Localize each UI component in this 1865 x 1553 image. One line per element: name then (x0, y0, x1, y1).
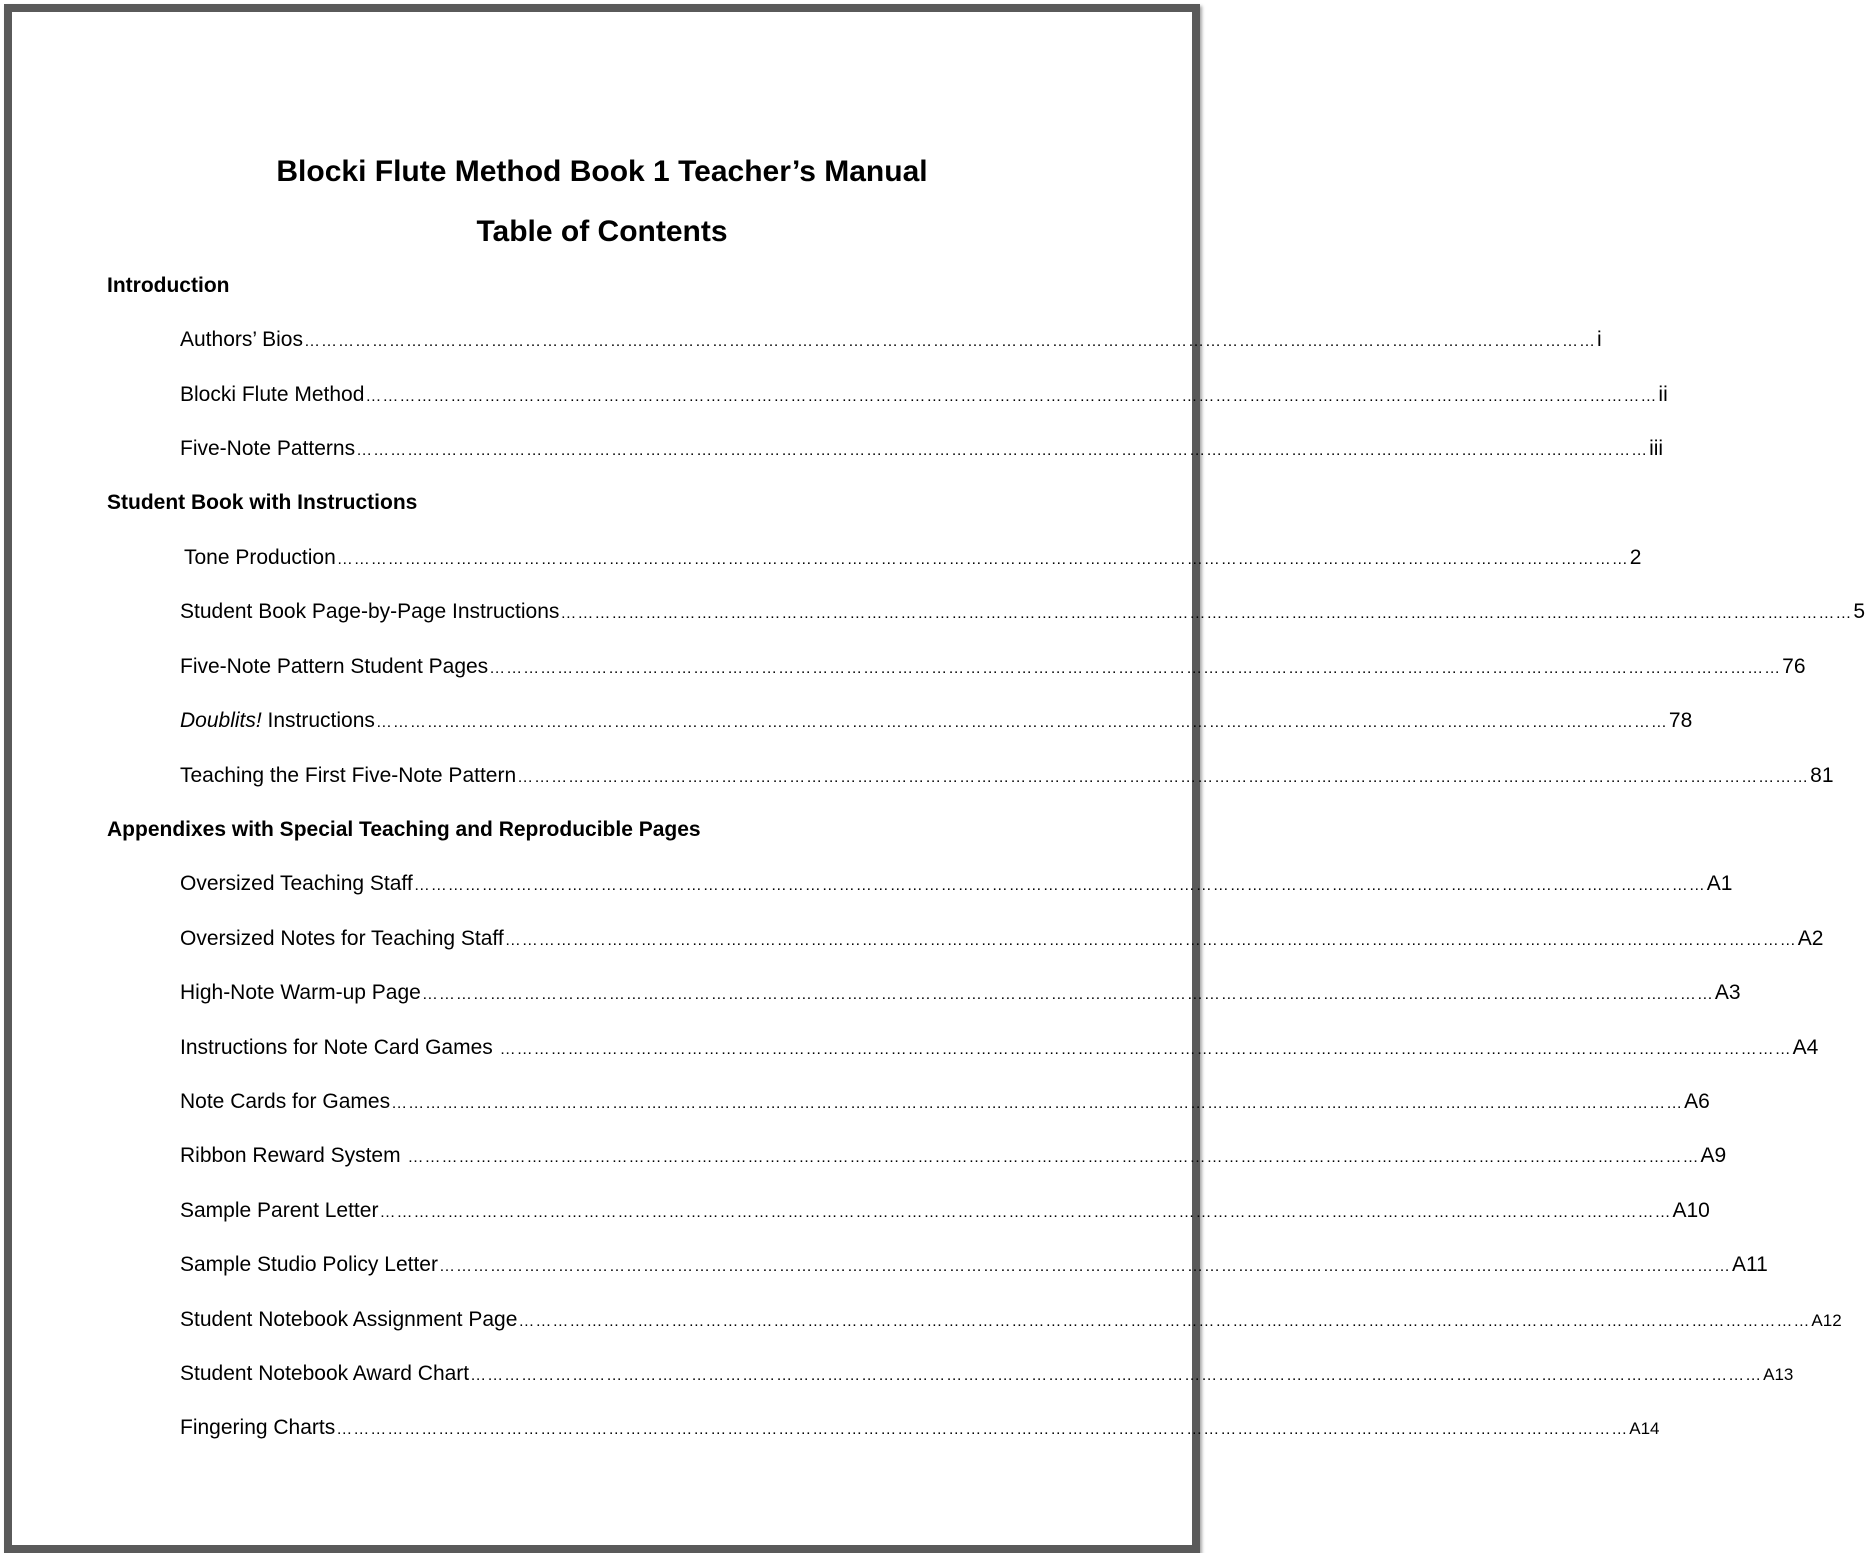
dot-leader: ………………………………………………………………………………………………………………………………………………………………………………………………………… (517, 769, 1810, 786)
toc-entry-oversized-teaching-staff[interactable] (180, 872, 1733, 896)
dot-leader: ………………………………………………………………………………………………………………………………………………………………………………………………………… (413, 877, 1706, 894)
dot-leader: ………………………………………………………………………………………………………………………………………………………………………………………………………… (303, 333, 1596, 350)
toc-page-number: A12 (1811, 1311, 1842, 1330)
dot-leader: ………………………………………………………………………………………………………………………………………………………………………………………………………… (499, 1041, 1792, 1058)
document-page (4, 4, 1865, 1553)
toc-entry-label: Tone Production (184, 546, 336, 569)
toc-entry-ribbon-reward-system[interactable] (180, 1144, 1727, 1168)
toc-entry-label: Student Notebook Assignment Page (180, 1308, 518, 1331)
dot-leader: ………………………………………………………………………………………………………………………………………………………………………………………………………… (391, 1095, 1684, 1112)
toc-entry-note-card-game-instructions[interactable] (180, 1036, 1819, 1060)
toc-page-number: A1 (1706, 872, 1733, 895)
toc-page-number: A4 (1792, 1036, 1819, 1059)
toc-page-number: 76 (1782, 655, 1806, 678)
toc-entry-label: Teaching the First Five-Note Pattern (180, 764, 517, 787)
dot-leader: ………………………………………………………………………………………………………………………………………………………………………………………………………… (489, 660, 1782, 677)
toc-entry-high-note-warm-up[interactable] (180, 981, 1741, 1005)
toc-page-number: A11 (1731, 1253, 1768, 1276)
toc-entry-label: Oversized Teaching Staff (180, 872, 413, 895)
dot-leader: ………………………………………………………………………………………………………………………………………………………………………………………………………… (356, 442, 1649, 459)
toc-page-number: A9 (1700, 1144, 1727, 1167)
toc-entry-sample-parent-letter[interactable] (180, 1199, 1710, 1223)
toc-entry-label-rest: Instructions (261, 709, 375, 732)
toc-entry-student-notebook-award-chart[interactable] (180, 1362, 1794, 1386)
section-heading-appendixes: Appendixes with Special Teaching and Reproducible Pages (107, 818, 701, 841)
toc-page-number: A6 (1684, 1090, 1710, 1113)
toc-entry-label: Five-Note Patterns (180, 437, 356, 460)
toc-entry-label (180, 709, 375, 733)
dot-leader: ………………………………………………………………………………………………………………………………………………………………………………………………………… (560, 605, 1853, 622)
toc-entry-teaching-first-five-note-pattern[interactable] (180, 764, 1834, 788)
toc-entry-label: Blocki Flute Method (180, 383, 365, 406)
toc-page-number: 78 (1668, 709, 1693, 732)
dot-leader: ………………………………………………………………………………………………………………………………………………………………………………………………………… (504, 932, 1797, 949)
dot-leader: ………………………………………………………………………………………………………………………………………………………………………………………………………… (375, 714, 1668, 731)
toc-entry-oversized-notes[interactable] (180, 927, 1824, 951)
toc-entry-label: Student Book Page-by-Page Instructions (180, 600, 560, 623)
toc-entry-label: Oversized Notes for Teaching Staff (180, 927, 504, 950)
toc-page-number: A2 (1797, 927, 1824, 950)
toc-entry-doublits-instructions[interactable] (180, 709, 1693, 733)
toc-entry-five-note-patterns[interactable] (180, 437, 1664, 461)
toc-entry-note-cards-for-games[interactable] (180, 1090, 1710, 1114)
dot-leader: ………………………………………………………………………………………………………………………………………………………………………………………………………… (365, 388, 1658, 405)
toc-page-number: A3 (1714, 981, 1741, 1004)
dot-leader: ………………………………………………………………………………………………………………………………………………………………………………………………………… (470, 1367, 1763, 1384)
toc-page-number: 2 (1629, 546, 1642, 569)
toc-entry-label: Note Cards for Games (180, 1090, 391, 1113)
toc-entry-label-italic: Doublits! (180, 709, 262, 732)
toc-entry-student-notebook-assignment-page[interactable] (180, 1308, 1842, 1332)
toc-page-number: A13 (1763, 1365, 1794, 1384)
toc-entry-label: High-Note Warm-up Page (180, 981, 421, 1004)
toc-page-number: iii (1649, 437, 1664, 460)
toc-entry-label: Sample Parent Letter (180, 1199, 379, 1222)
toc-entry-label: Authors’ Bios (180, 328, 303, 351)
document-title: Blocki Flute Method Book 1 Teacher’s Manual (276, 155, 928, 188)
dot-leader: ………………………………………………………………………………………………………………………………………………………………………………………………………… (379, 1204, 1672, 1221)
dot-leader: ………………………………………………………………………………………………………………………………………………………………………………………………………… (336, 1421, 1629, 1438)
toc-entry-label: Five-Note Pattern Student Pages (180, 655, 489, 678)
toc-entry-five-note-pattern-student-pages[interactable] (180, 655, 1806, 679)
toc-entry-label: Instructions for Note Card Games (180, 1036, 499, 1059)
toc-entry-fingering-charts[interactable] (180, 1416, 1660, 1440)
document-subtitle: Table of Contents (476, 215, 728, 248)
section-heading-student-book: Student Book with Instructions (107, 491, 418, 514)
toc-entry-label: Fingering Charts (180, 1416, 336, 1439)
toc-page-number: ii (1658, 383, 1668, 406)
toc-entry-label: Student Notebook Award Chart (180, 1362, 470, 1385)
toc-entry-label: Sample Studio Policy Letter (180, 1253, 438, 1276)
toc-entry-authors-bios[interactable] (180, 328, 1602, 352)
toc-entry-blocki-flute-method[interactable] (180, 383, 1668, 407)
dot-leader: ………………………………………………………………………………………………………………………………………………………………………………………………………… (421, 986, 1714, 1003)
dot-leader: ………………………………………………………………………………………………………………………………………………………………………………………………………… (336, 551, 1629, 568)
dot-leader: ………………………………………………………………………………………………………………………………………………………………………………………………………… (518, 1313, 1811, 1330)
toc-entry-student-book-instructions[interactable] (180, 600, 1865, 624)
toc-page-number: 81 (1810, 764, 1834, 787)
dot-leader: ………………………………………………………………………………………………………………………………………………………………………………………………………… (438, 1258, 1731, 1275)
section-heading-introduction: Introduction (107, 274, 230, 297)
toc-entry-label: Ribbon Reward System (180, 1144, 407, 1167)
toc-page-number: 5 (1853, 600, 1865, 623)
toc-page-number: A10 (1672, 1199, 1710, 1222)
toc-entry-tone-production[interactable] (184, 546, 1642, 570)
dot-leader: ………………………………………………………………………………………………………………………………………………………………………………………………………… (407, 1149, 1700, 1166)
toc-page-number: A14 (1629, 1419, 1660, 1438)
toc-page-number: i (1596, 328, 1602, 351)
toc-entry-sample-studio-policy-letter[interactable] (180, 1253, 1768, 1277)
